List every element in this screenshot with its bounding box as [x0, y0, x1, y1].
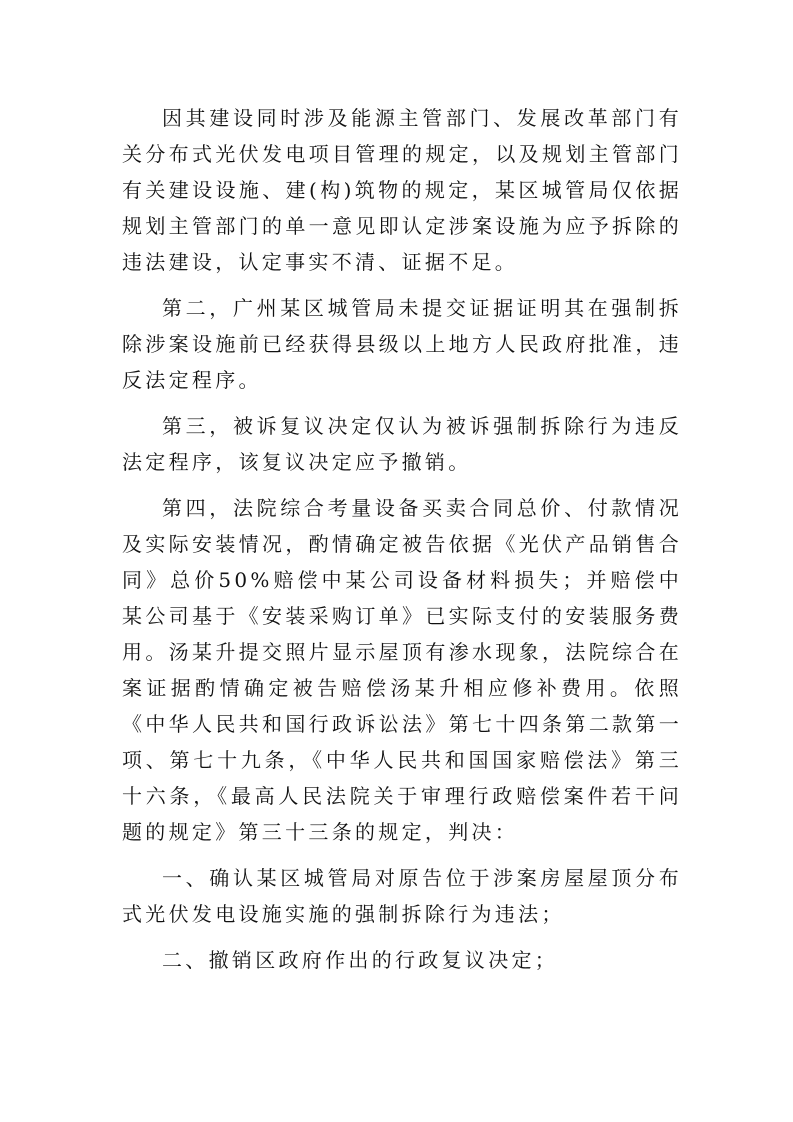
- paragraph-fact-finding: 因其建设同时涉及能源主管部门、发展改革部门有关分布式光伏发电项目管理的规定，以及规划主管部门有关建设设施、建(构)筑物的规定，某区城管局仅依据规划主管部门的单一意见即认定涉案设施为应予拆除的违法建设，认定事实不清、证据不足。: [122, 106, 682, 274]
- paragraph-fourth-point: 第四，法院综合考量设备买卖合同总价、付款情况及实际安装情况，酌情确定被告依据《光伏产品销售合同》总价50%赔偿中某公司设备材料损失；并赔偿中某公司基于《安装采购订单》已实际支付的安装服务费用。汤某升提交照片显示屋顶有渗水现象，法院综合在案证据酌情确定被告赔偿汤某升相应修补费用。依照《中华人民共和国行政诉讼法》第七十四条第二款第一项、第七十九条，《中华人民共和国国家赔偿法》第三十六条，《最高人民法院关于审理行政赔偿案件若干问题的规定》第三十三条的规定，判决：: [122, 496, 682, 844]
- document-body: [122, 100, 682, 978]
- paragraph-judgment-item-2: 二、撤销区政府作出的行政复议决定；: [162, 948, 559, 972]
- paragraph-third-point: 第三，被诉复议决定仅认为被诉强制拆除行为违反法定程序，该复议决定应予撤销。: [122, 414, 682, 474]
- paragraph-judgment-item-1: 一、确认某区城管局对原告位于涉案房屋屋顶分布式光伏发电设施实施的强制拆除行为违法；: [122, 866, 682, 926]
- paragraph-second-point: 第二，广州某区城管局未提交证据证明其在强制拆除涉案设施前已经获得县级以上地方人民政府批准，违反法定程序。: [122, 296, 682, 392]
